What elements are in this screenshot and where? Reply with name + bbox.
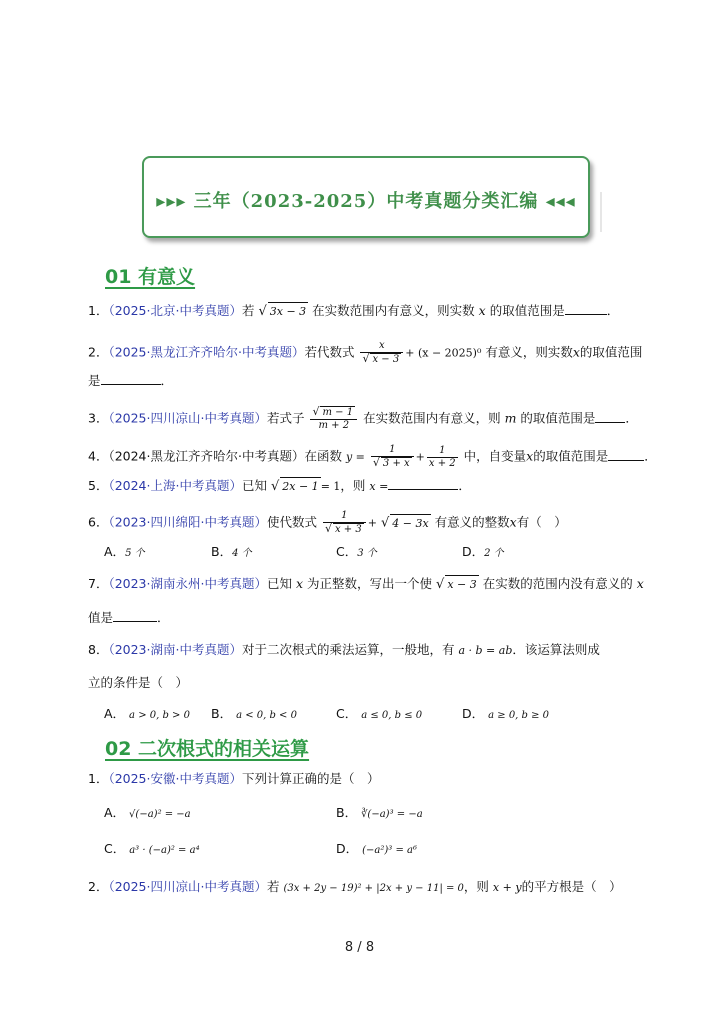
punctuation: ． [160, 373, 174, 388]
question-8-line-2 [88, 674, 188, 692]
math-expression: a · b = ab [458, 644, 513, 657]
fraction-denominator: x + 2 [428, 457, 456, 469]
option-label: B． [211, 544, 233, 559]
math-expression: 3x − 3 [268, 302, 308, 321]
option-b[interactable] [211, 543, 252, 563]
question-source: （2023·四川绵阳·中考真题） [108, 514, 267, 530]
question-number: 8． [88, 642, 109, 657]
fraction-denominator: 3 + x [382, 458, 410, 469]
option-value: a ≥ 0, b ≥ 0 [488, 710, 550, 721]
question-text: 若式子 [266, 410, 305, 426]
math-expression: + (x − 2025)⁰ [405, 346, 482, 360]
question-source: （2025·北京·中考真题） [108, 303, 242, 318]
question-text: ．该运算法则成 [512, 642, 600, 657]
fraction-numerator: 1 [427, 445, 458, 458]
option-b[interactable] [211, 705, 297, 725]
math-expression: x − 3 [445, 575, 478, 594]
question-1 [88, 302, 619, 321]
question-number: 2． [88, 879, 109, 894]
fraction-numerator: x [360, 340, 403, 353]
question-5 [88, 477, 471, 496]
question-7 [88, 575, 644, 594]
sqrt-symbol: √ [436, 577, 445, 592]
question-7-line-2 [88, 609, 170, 627]
section2-question-2 [88, 878, 622, 898]
math-fraction [427, 445, 458, 470]
question-number: 1． [88, 303, 109, 318]
question-source: （2025·四川凉山·中考真题） [108, 410, 267, 426]
option-value: 4 个 [232, 548, 252, 559]
option-a[interactable] [104, 705, 190, 725]
punctuation: ． [625, 410, 638, 426]
math-fraction [323, 510, 366, 536]
option-value: (−a²)³ = a⁶ [362, 845, 417, 856]
question-text: 在函数 [304, 448, 342, 464]
sqrt-symbol: √ [258, 304, 267, 319]
question-source: （2023·湖南永州·中考真题） [108, 576, 267, 591]
question-2 [88, 340, 642, 366]
question-text: 已知 [241, 478, 267, 493]
option-label: A． [104, 544, 126, 559]
option-c[interactable] [104, 840, 200, 860]
math-expression: = 1 [320, 480, 341, 493]
fraction-numerator: m − 1 [322, 407, 354, 418]
question-text: 的取值范围是 [489, 303, 565, 318]
question-text: 有意义的整数 [434, 514, 510, 530]
question-number: 3． [88, 410, 109, 426]
question-2-line-2 [88, 372, 173, 390]
answer-blank[interactable] [565, 302, 607, 315]
answer-blank[interactable] [113, 609, 157, 622]
option-c[interactable] [336, 705, 422, 725]
question-text: 已知 [266, 576, 292, 591]
question-text: 立的条件是（ ） [88, 675, 189, 690]
fraction-denominator: x + 3 [334, 524, 362, 535]
option-value: √(−a)² = −a [129, 809, 191, 820]
math-variable: x [478, 303, 486, 318]
option-label: C． [336, 706, 358, 721]
question-number: 7． [88, 576, 109, 591]
fraction-denominator: m + 2 [318, 420, 350, 431]
option-a[interactable] [104, 804, 191, 824]
option-d[interactable] [462, 705, 549, 725]
fraction-numerator: 1 [371, 444, 414, 457]
question-text: 使代数式 [266, 514, 317, 530]
option-a[interactable] [104, 543, 145, 563]
option-label: C． [104, 841, 126, 856]
question-source: （2025·安徽·中考真题） [108, 771, 242, 786]
question-text: 值是 [88, 610, 114, 625]
question-text: 下列计算正确的是（ ） [241, 771, 380, 786]
answer-blank[interactable] [608, 448, 644, 461]
punctuation: ． [157, 610, 170, 625]
question-number: 1． [88, 771, 109, 786]
option-value: a³ · (−a)² = a⁴ [129, 845, 200, 856]
option-value: ∛(−a)³ = −a [361, 809, 423, 820]
question-text: 的取值范围 [579, 344, 643, 360]
question-number: 5． [88, 478, 109, 493]
question-text: 有（ ） [516, 514, 567, 530]
page-edge-mark [600, 192, 602, 232]
option-d[interactable] [462, 543, 504, 563]
punctuation: ． [458, 478, 471, 493]
question-source: （2025·四川凉山·中考真题） [108, 879, 267, 894]
question-text: 在实数范围内有意义，则 [363, 410, 501, 426]
option-value: a > 0, b > 0 [129, 710, 190, 721]
option-value: 2 个 [484, 548, 504, 559]
math-operator: + [415, 450, 425, 464]
question-text: 若 [266, 879, 280, 894]
math-variable: x [526, 448, 534, 464]
question-text: 是 [88, 373, 101, 388]
option-label: A． [104, 706, 126, 721]
option-label: C． [336, 544, 358, 559]
sqrt-symbol: √ [270, 479, 280, 494]
punctuation: ． [606, 303, 620, 318]
option-label: D． [462, 544, 485, 559]
question-text: ，则 [463, 879, 489, 894]
option-label: D． [462, 706, 485, 721]
math-operator: + [367, 516, 377, 530]
math-expression: (3x + 2y − 19)² + |2x + y − 11| = 0 [283, 883, 464, 894]
question-text: 的平方根是（ ） [521, 879, 622, 894]
question-text: 若 [241, 303, 255, 318]
fraction-numerator: 1 [323, 510, 366, 523]
fraction-denominator: x − 3 [372, 354, 400, 365]
sqrt-symbol: √ [362, 352, 370, 365]
option-value: a < 0, b < 0 [236, 710, 297, 721]
section-title-1: 01 有意义 [105, 266, 196, 288]
math-variable: x [572, 344, 580, 360]
question-3 [88, 406, 638, 432]
section-title-2: 02 二次根式的相关运算 [105, 738, 310, 760]
page-number: 8 / 8 [344, 940, 375, 955]
sqrt-symbol: √ [380, 515, 390, 531]
math-fraction [310, 406, 357, 432]
option-b[interactable] [336, 804, 423, 824]
question-6 [88, 510, 567, 536]
option-label: B． [336, 805, 358, 820]
question-text: 为正整数，写出一个使 [307, 576, 433, 591]
question-source: （2024·黑龙江齐齐哈尔·中考真题） [108, 448, 305, 464]
math-fraction [360, 340, 403, 366]
question-text: 在实数范围内有意义，则实数 [312, 303, 475, 318]
math-variable: x [509, 514, 517, 530]
option-value: a ≤ 0, b ≤ 0 [361, 710, 423, 721]
math-variable: x [636, 576, 644, 591]
banner-title: ▸▸▸ 三年（2023-2025）中考真题分类汇编 ◂◂◂ [156, 191, 576, 212]
question-number: 6． [88, 514, 109, 530]
math-expression: 4 − 3x [390, 514, 430, 533]
option-value: 3 个 [357, 548, 377, 559]
math-expression: y = [345, 450, 365, 464]
title-banner [142, 156, 590, 238]
option-label: D． [336, 841, 359, 856]
section2-question-1 [88, 770, 379, 788]
sqrt-symbol: √ [324, 522, 332, 535]
math-fraction [371, 444, 414, 470]
math-expression: x = [369, 480, 389, 493]
option-value: 5 个 [125, 548, 145, 559]
option-c[interactable] [336, 543, 377, 563]
punctuation: ． [644, 448, 657, 464]
math-expression: x + y [492, 881, 522, 894]
question-8 [88, 641, 600, 660]
question-text: 的取值范围是 [533, 448, 609, 464]
question-text: 中，自变量 [463, 448, 527, 464]
question-text: 在实数的范围内没有意义的 [482, 576, 633, 591]
option-label: A． [104, 805, 126, 820]
option-label: B． [211, 706, 233, 721]
question-text: ，则 [340, 478, 366, 493]
question-source: （2025·黑龙江齐齐哈尔·中考真题） [108, 344, 305, 360]
math-variable: x [295, 576, 304, 591]
math-variable: m [504, 410, 517, 426]
sqrt-symbol: √ [312, 405, 320, 418]
question-number: 4． [88, 448, 109, 464]
option-d[interactable] [336, 840, 417, 860]
sqrt-symbol: √ [372, 456, 380, 469]
answer-blank[interactable] [595, 410, 625, 423]
question-source: （2024·上海·中考真题） [108, 478, 242, 493]
question-4 [88, 444, 657, 470]
question-text: 对于二次根式的乘法运算，一般地，有 [241, 642, 455, 657]
answer-blank[interactable] [388, 477, 458, 490]
question-text: 的取值范围是 [520, 410, 596, 426]
answer-blank[interactable] [101, 372, 161, 385]
question-source: （2023·湖南·中考真题） [108, 642, 242, 657]
question-text: 有意义，则实数 [485, 344, 573, 360]
math-expression: 2x − 1 [280, 477, 320, 496]
question-text: 若代数式 [304, 344, 355, 360]
question-number: 2． [88, 344, 109, 360]
